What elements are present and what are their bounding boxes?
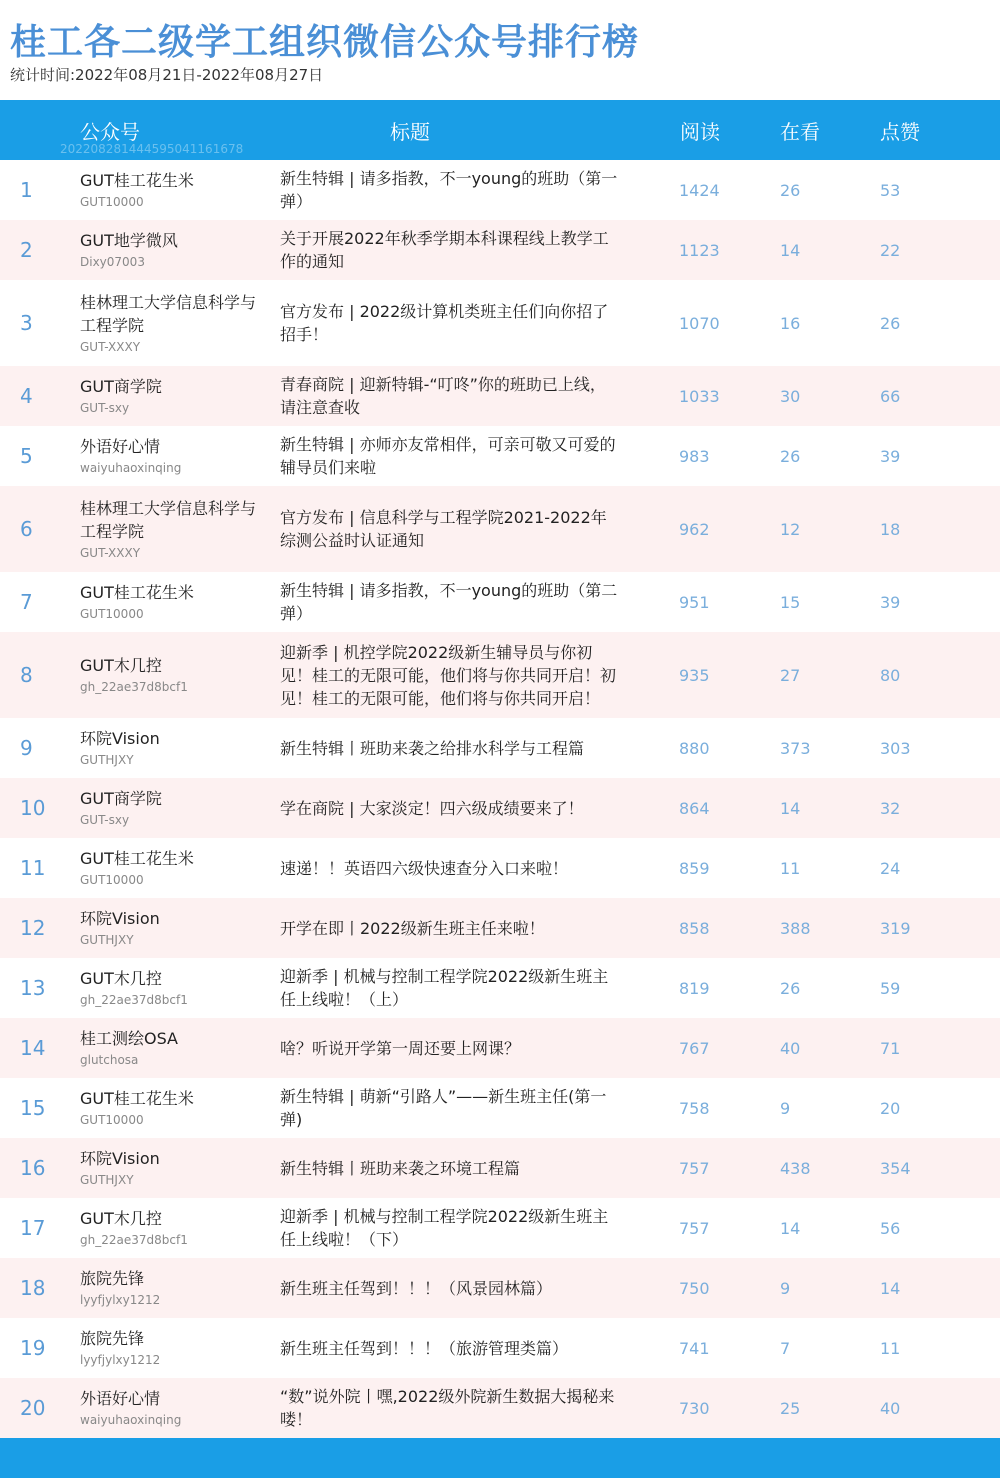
watch-count: 15	[780, 592, 801, 612]
rank-number: 19	[20, 1336, 46, 1360]
article-title-cell	[280, 1078, 620, 1138]
account-name: GUT木几控	[80, 1209, 162, 1228]
article-title[interactable]: 迎新季 | 机械与控制工程学院2022级新生班主任上线啦！（下）	[280, 1207, 609, 1249]
account-cell	[80, 1018, 270, 1078]
table-row[interactable]	[0, 1378, 1000, 1438]
read-count: 819	[679, 978, 710, 998]
page-header	[0, 0, 1000, 100]
read-count: 730	[679, 1398, 710, 1418]
read-count: 758	[679, 1098, 710, 1118]
table-row[interactable]	[0, 572, 1000, 632]
watch-count: 30	[780, 386, 801, 406]
account-id: GUTHJXY	[80, 1173, 134, 1187]
watch-count: 7	[780, 1338, 791, 1358]
account-id: GUTHJXY	[80, 753, 134, 767]
rank-number: 12	[20, 916, 46, 940]
account-id: GUT-sxy	[80, 813, 130, 827]
table-row[interactable]	[0, 1258, 1000, 1318]
rank-number: 5	[20, 444, 33, 468]
watch-count: 40	[780, 1038, 801, 1058]
article-title[interactable]: 新生特辑 | 请多指教，不一young的班助（第一弹）	[280, 169, 618, 211]
article-title-cell	[280, 426, 620, 486]
account-name: 环院Vision	[80, 1149, 160, 1168]
like-count: 11	[880, 1338, 901, 1358]
table-row[interactable]	[0, 1198, 1000, 1258]
watch-count: 14	[780, 240, 801, 260]
account-cell	[80, 280, 270, 366]
article-title-cell	[280, 718, 620, 778]
column-watch: 在看	[780, 120, 820, 144]
account-id: GUT-sxy	[80, 401, 130, 415]
table-row[interactable]	[0, 1138, 1000, 1198]
account-name: GUT商学院	[80, 789, 162, 808]
article-title[interactable]: 新生班主任驾到！！！（旅游管理类篇）	[280, 1338, 569, 1358]
account-name: GUT木几控	[80, 656, 162, 675]
watch-count: 26	[780, 446, 801, 466]
watch-count: 11	[780, 858, 801, 878]
like-count: 56	[880, 1218, 901, 1238]
rank-number: 10	[20, 796, 46, 820]
watch-count: 26	[780, 978, 801, 998]
account-name: 外语好心情	[80, 1389, 161, 1408]
article-title-cell	[280, 160, 620, 220]
article-title[interactable]: 学在商院 | 大家淡定！四六级成绩要来了！	[280, 798, 584, 818]
article-title-cell	[280, 1018, 620, 1078]
rank-number: 18	[20, 1276, 46, 1300]
article-title-cell	[280, 1258, 620, 1318]
account-name: 桂林理工大学信息科学与工程学院	[80, 498, 257, 541]
like-count: 39	[880, 446, 901, 466]
table-header	[0, 100, 1000, 160]
account-name: GUT桂工花生米	[80, 583, 194, 602]
header-watermark: 20220828144459504116167​8	[60, 142, 244, 156]
table-row[interactable]	[0, 718, 1000, 778]
account-name: GUT商学院	[80, 377, 162, 396]
article-title-cell	[280, 1138, 620, 1198]
account-id: waiyuhaoxinqing	[80, 1413, 182, 1427]
table-row[interactable]	[0, 1018, 1000, 1078]
like-count: 53	[880, 180, 901, 200]
article-title-cell	[280, 280, 620, 366]
article-title-cell	[280, 958, 620, 1018]
account-cell	[80, 778, 270, 838]
article-title[interactable]: 开学在即丨2022级新生班主任来啦！	[280, 918, 545, 938]
article-title[interactable]: 新生特辑丨班助来袭之给排水科学与工程篇	[280, 738, 585, 758]
watch-count: 14	[780, 1218, 801, 1238]
read-count: 757	[679, 1158, 710, 1178]
article-title[interactable]: 官方发布 | 2022级计算机类班主任们向你招了招手！	[280, 302, 609, 344]
account-name: 环院Vision	[80, 729, 160, 748]
account-id: gh_22ae37d8bcf1	[80, 680, 188, 694]
rank-number: 14	[20, 1036, 46, 1060]
rank-number: 9	[20, 736, 33, 760]
account-name: 旅院先锋	[80, 1269, 145, 1288]
table-row[interactable]	[0, 898, 1000, 958]
account-name: 桂林理工大学信息科学与工程学院	[80, 292, 257, 335]
account-cell	[80, 220, 270, 280]
article-title-cell	[280, 220, 620, 280]
table-row[interactable]	[0, 486, 1000, 572]
rank-number: 17	[20, 1216, 46, 1240]
table-row[interactable]	[0, 220, 1000, 280]
like-count: 32	[880, 798, 901, 818]
like-count: 26	[880, 313, 901, 333]
article-title-cell	[280, 898, 620, 958]
column-like: 点赞	[880, 120, 920, 144]
account-id: glutchosa	[80, 1053, 139, 1067]
article-title-cell	[280, 838, 620, 898]
rank-number: 8	[20, 663, 33, 687]
like-count: 71	[880, 1038, 901, 1058]
read-count: 935	[679, 665, 710, 685]
watch-count: 388	[780, 918, 811, 938]
watch-count: 12	[780, 519, 801, 539]
account-name: GUT桂工花生米	[80, 171, 194, 190]
account-cell	[80, 366, 270, 426]
rank-number: 13	[20, 976, 46, 1000]
account-id: GUT-XXXY	[80, 339, 141, 354]
watch-count: 26	[780, 180, 801, 200]
like-count: 354	[880, 1158, 911, 1178]
article-title-cell	[280, 632, 620, 718]
account-cell	[80, 1258, 270, 1318]
read-count: 983	[679, 446, 710, 466]
rank-number: 15	[20, 1096, 46, 1120]
account-cell	[80, 838, 270, 898]
rank-number: 2	[20, 238, 33, 262]
watch-count: 25	[780, 1398, 801, 1418]
rank-number: 1	[20, 178, 33, 202]
account-id: GUT10000	[80, 195, 144, 209]
table-row[interactable]	[0, 1318, 1000, 1378]
rank-number: 16	[20, 1156, 46, 1180]
table-row[interactable]	[0, 838, 1000, 898]
column-title: 标题	[390, 120, 430, 144]
account-id: GUT-XXXY	[80, 545, 141, 560]
watch-count: 27	[780, 665, 801, 685]
account-id: gh_22ae37d8bcf1	[80, 993, 188, 1007]
read-count: 858	[679, 918, 710, 938]
like-count: 24	[880, 858, 901, 878]
account-cell	[80, 1378, 270, 1438]
article-title[interactable]: 官方发布 | 信息科学与工程学院2021-2022年综测公益时认证通知	[280, 508, 607, 550]
account-name: GUT桂工花生米	[80, 849, 194, 868]
column-read: 阅读	[680, 120, 720, 144]
account-name: GUT木几控	[80, 969, 162, 988]
account-name: GUT桂工花生米	[80, 1089, 194, 1108]
rank-number: 7	[20, 590, 33, 614]
watch-count: 9	[780, 1098, 791, 1118]
like-count: 303	[880, 738, 911, 758]
article-title[interactable]: 新生特辑 | 请多指教，不一young的班助（第二弹）	[280, 581, 618, 623]
like-count: 39	[880, 592, 901, 612]
article-title[interactable]: 迎新季 | 机械与控制工程学院2022级新生班主任上线啦！（上）	[280, 967, 609, 1009]
account-cell	[80, 898, 270, 958]
account-cell	[80, 1318, 270, 1378]
article-title[interactable]: 青春商院 | 迎新特辑-“叮咚”你的班助已上线，请注意查收	[280, 375, 606, 417]
account-name: 外语好心情	[80, 437, 161, 456]
table-row[interactable]	[0, 778, 1000, 838]
account-name: GUT地学微风	[80, 231, 178, 250]
account-cell	[80, 486, 270, 572]
rank-number: 3	[20, 311, 33, 335]
read-count: 757	[679, 1218, 710, 1238]
read-count: 1424	[679, 180, 720, 200]
article-title-cell	[280, 572, 620, 632]
footer-bar	[0, 1438, 1000, 1478]
watch-count: 16	[780, 313, 801, 333]
like-count: 80	[880, 665, 901, 685]
read-count: 962	[679, 519, 710, 539]
account-id: lyyfjylxy1212	[80, 1293, 161, 1307]
table-row[interactable]	[0, 366, 1000, 426]
like-count: 59	[880, 978, 901, 998]
article-title[interactable]: 新生特辑 | 萌新“引路人”——新生班主任(第一弹)	[280, 1087, 607, 1129]
account-cell	[80, 1138, 270, 1198]
table-row[interactable]	[0, 1078, 1000, 1138]
article-title[interactable]: 迎新季 | 机控学院2022级新生辅导员与你初见！桂工的无限可能，他们将与你共同开启！初见！桂工的无限可能，他们将与你共同开启！	[280, 642, 617, 708]
date-range: 统计时间:2022年08月21日-2022年08月27日	[10, 66, 324, 84]
watch-count: 9	[780, 1278, 791, 1298]
table-row[interactable]	[0, 160, 1000, 220]
account-name: 旅院先锋	[80, 1329, 145, 1348]
account-id: gh_22ae37d8bcf1	[80, 1233, 188, 1247]
read-count: 767	[679, 1038, 710, 1058]
article-title[interactable]: 新生特辑 | 亦师亦友常相伴，可亲可敬又可爱的辅导员们来啦	[280, 435, 616, 477]
account-name: 桂工测绘OSA	[80, 1029, 178, 1048]
article-title[interactable]: 速递！！英语四六级快速查分入口来啦！	[280, 858, 569, 878]
account-cell	[80, 572, 270, 632]
article-title[interactable]: “数”说外院丨嘿,2022级外院新生数据大揭秘来喽！	[280, 1387, 615, 1429]
account-id: lyyfjylxy1212	[80, 1353, 161, 1367]
account-id: GUT10000	[80, 1113, 144, 1127]
read-count: 1070	[679, 313, 720, 333]
like-count: 66	[880, 386, 901, 406]
read-count: 741	[679, 1338, 710, 1358]
read-count: 1033	[679, 386, 720, 406]
article-title-cell	[280, 486, 620, 572]
account-id: GUT10000	[80, 873, 144, 887]
read-count: 864	[679, 798, 710, 818]
read-count: 750	[679, 1278, 710, 1298]
like-count: 20	[880, 1098, 901, 1118]
table-row[interactable]	[0, 958, 1000, 1018]
account-id: GUTHJXY	[80, 933, 134, 947]
like-count: 22	[880, 240, 901, 260]
like-count: 14	[880, 1278, 901, 1298]
rank-number: 4	[20, 384, 33, 408]
article-title[interactable]: 新生班主任驾到！！！（风景园林篇）	[280, 1278, 553, 1298]
account-id: GUT10000	[80, 607, 144, 621]
account-cell	[80, 1078, 270, 1138]
account-cell	[80, 160, 270, 220]
article-title-cell	[280, 1378, 620, 1438]
table-row[interactable]	[0, 632, 1000, 718]
account-cell	[80, 1198, 270, 1258]
table-row[interactable]	[0, 280, 1000, 366]
article-title-cell	[280, 1198, 620, 1258]
article-title-cell	[280, 366, 620, 426]
article-title[interactable]: 关于开展2022年秋季学期本科课程线上教学工作的通知	[280, 229, 609, 271]
page-title: 桂工各二级学工组织微信公众号排行榜	[10, 22, 640, 63]
article-title-cell	[280, 778, 620, 838]
rank-number: 20	[20, 1396, 46, 1420]
watch-count: 14	[780, 798, 801, 818]
article-title-cell	[280, 1318, 620, 1378]
read-count: 1123	[679, 240, 720, 260]
read-count: 880	[679, 738, 710, 758]
rank-number: 6	[20, 517, 33, 541]
like-count: 40	[880, 1398, 901, 1418]
read-count: 951	[679, 592, 710, 612]
account-id: Dixy07003	[80, 255, 145, 269]
account-id: waiyuhaoxinqing	[80, 461, 182, 475]
rank-number: 11	[20, 856, 46, 880]
watch-count: 373	[780, 738, 811, 758]
like-count: 319	[880, 918, 911, 938]
table-row[interactable]	[0, 426, 1000, 486]
account-cell	[80, 632, 270, 718]
watch-count: 438	[780, 1158, 811, 1178]
read-count: 859	[679, 858, 710, 878]
article-title[interactable]: 新生特辑丨班助来袭之环境工程篇	[280, 1158, 521, 1178]
column-account: 公众号	[80, 120, 140, 144]
like-count: 18	[880, 519, 901, 539]
article-title[interactable]: 啥？听说开学第一周还要上网课？	[280, 1038, 521, 1058]
account-cell	[80, 718, 270, 778]
account-name: 环院Vision	[80, 909, 160, 928]
account-cell	[80, 958, 270, 1018]
account-cell	[80, 426, 270, 486]
